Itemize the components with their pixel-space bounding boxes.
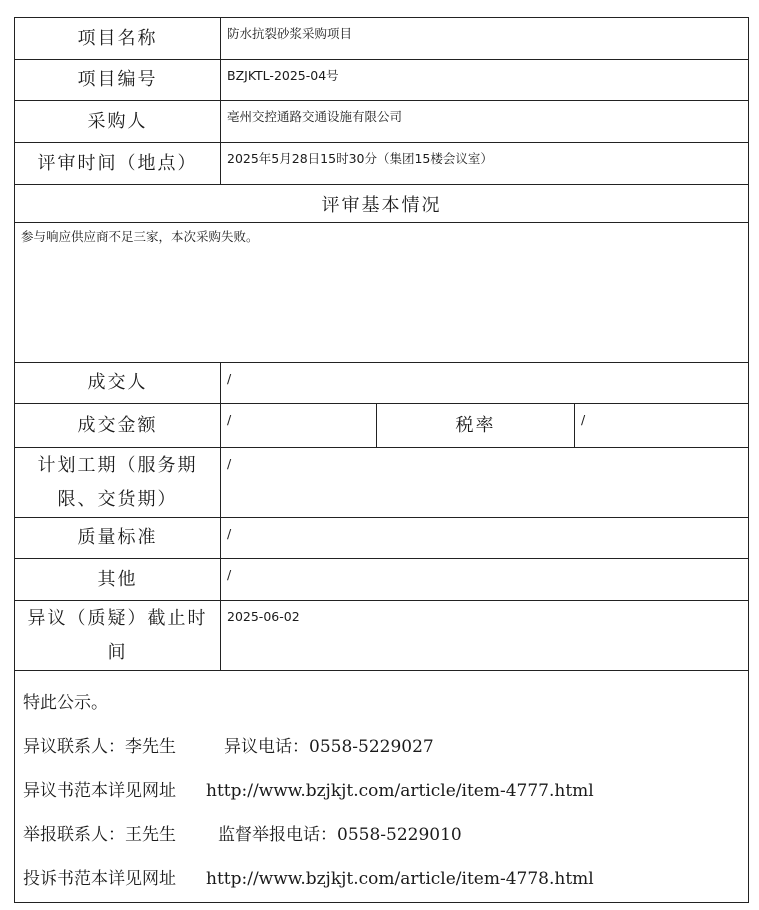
objection-deadline-label-line2: 间: [107, 641, 128, 663]
row-review-section: [15, 185, 749, 223]
objection-deadline-label: [15, 601, 221, 671]
notice-report-line: [23, 813, 748, 857]
notice-objection-template-line: [23, 769, 748, 813]
tax-value: /: [575, 404, 749, 448]
review-content: 参与响应供应商不足三家，本次采购失败。: [15, 223, 749, 363]
notice-block: [15, 671, 749, 903]
review-time-value: 2025年5月28日15时30分（集团15楼会议室）: [221, 143, 749, 185]
objection-deadline-label-line1: 异议（质疑）截止时: [27, 607, 208, 629]
row-review-content: [15, 223, 749, 363]
objection-template-label: 异议书范本详见网址: [23, 781, 176, 801]
project-no-value: BZJKTL-2025-04号: [221, 60, 749, 101]
period-label: [15, 448, 221, 518]
report-phone: 监督举报电话：0558-5229010: [218, 825, 462, 845]
row-project-name: [15, 18, 749, 60]
complaint-template-label: 投诉书范本详见网址: [23, 869, 176, 889]
row-purchaser: [15, 101, 749, 143]
notice-objection-line: [23, 725, 748, 769]
purchaser-value: 亳州交控通路交通设施有限公司: [221, 101, 749, 143]
report-contact: 举报联系人：王先生: [23, 825, 176, 845]
period-value: /: [221, 448, 749, 518]
quality-label: 质量标准: [15, 518, 221, 559]
purchaser-label: 采购人: [15, 101, 221, 143]
row-amount: [15, 404, 749, 448]
review-time-label: 评审时间（地点）: [15, 143, 221, 185]
other-value: /: [221, 559, 749, 601]
amount-label: 成交金额: [15, 404, 221, 448]
row-other: [15, 559, 749, 601]
objection-contact: 异议联系人：李先生: [23, 737, 176, 757]
objection-template-url[interactable]: http://www.bzjkjt.com/article/item-4777.html: [206, 781, 594, 801]
procurement-result-table: [14, 17, 749, 903]
objection-phone: 异议电话：0558-5229027: [224, 737, 434, 757]
row-notice: [15, 671, 749, 903]
project-name-value: 防水抗裂砂浆采购项目: [221, 18, 749, 60]
winner-value: /: [221, 363, 749, 404]
complaint-template-url[interactable]: http://www.bzjkjt.com/article/item-4778.html: [206, 869, 594, 889]
notice-complaint-template-line: [23, 857, 748, 901]
winner-label: 成交人: [15, 363, 221, 404]
notice-intro: 特此公示。: [23, 693, 108, 713]
row-objection-deadline: [15, 601, 749, 671]
period-label-line2: 限、交货期）: [57, 488, 178, 510]
row-period: [15, 448, 749, 518]
project-name-label: 项目名称: [15, 18, 221, 60]
other-label: 其他: [15, 559, 221, 601]
project-no-label: 项目编号: [15, 60, 221, 101]
tax-label: 税率: [377, 404, 575, 448]
objection-deadline-value: 2025-06-02: [221, 601, 749, 671]
row-review-time: [15, 143, 749, 185]
review-section-title: 评审基本情况: [15, 185, 749, 223]
quality-value: /: [221, 518, 749, 559]
period-label-line1: 计划工期（服务期: [37, 454, 198, 476]
row-winner: [15, 363, 749, 404]
row-quality: [15, 518, 749, 559]
amount-value: /: [221, 404, 377, 448]
row-project-no: [15, 60, 749, 101]
